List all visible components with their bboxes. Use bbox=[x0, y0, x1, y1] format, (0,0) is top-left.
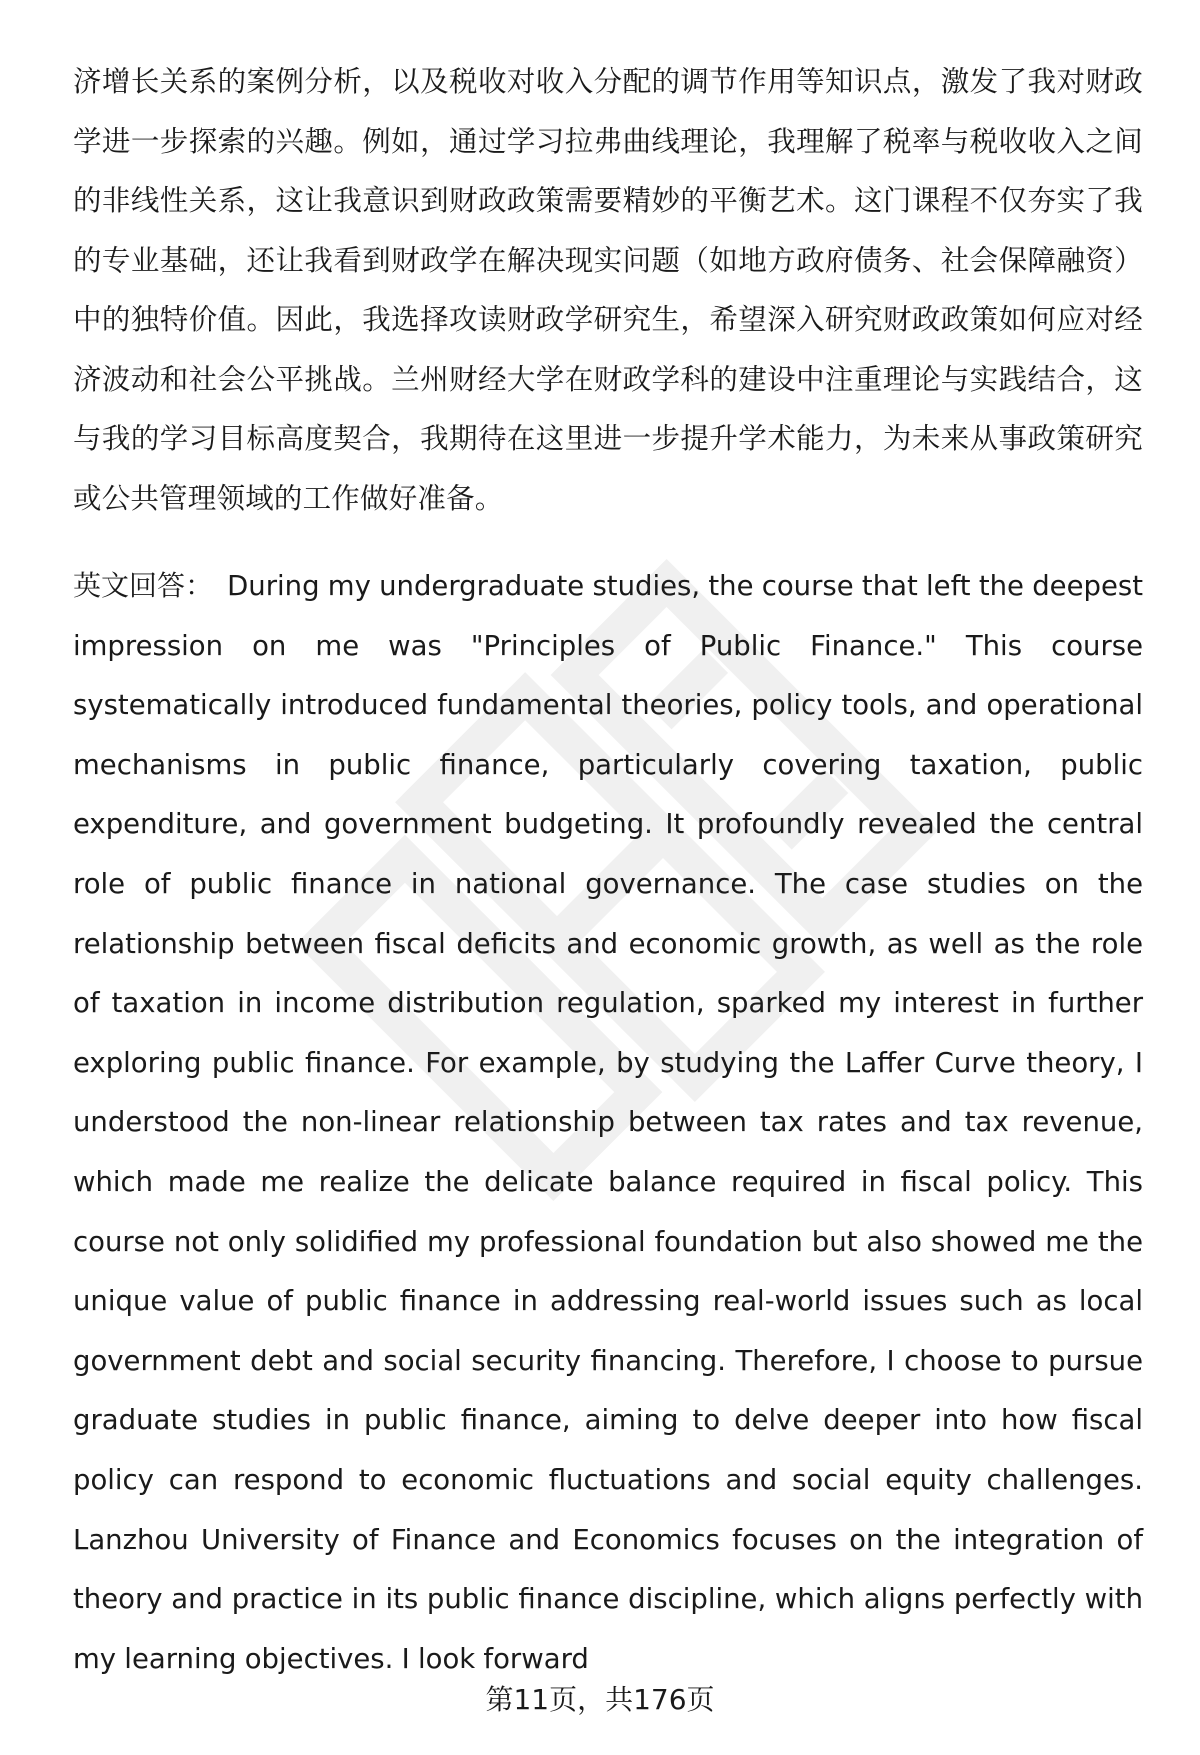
english-answer-label: 英文回答： bbox=[73, 569, 214, 602]
english-answer-paragraph bbox=[73, 556, 1143, 1689]
document-body bbox=[73, 52, 1143, 1689]
english-answer-text: During my undergraduate studies, the course that left the deepest impression on me was "Principles of Public Finance." This course systematically introduced fundamental theories, policy tools, and operational mechanisms in public finance, particularly covering taxation, public expenditure, and government budgeting. It profoundly revealed the central role of public finance in national governance. The case studies on the relationship between fiscal deficits and economic growth, as well as the role of taxation in income distribution regulation, sparked my interest in further exploring public finance. For example, by studying the Laffer Curve theory, I understood the non-linear relationship between tax rates and tax revenue, which made me realize the delicate balance required in fiscal policy. This course not only solidified my professional foundation but also showed me the unique value of public finance in addressing real-world issues such as local government debt and social security financing. Therefore, I choose to pursue graduate studies in public finance, aiming to delve deeper into how fiscal policy can respond to economic fluctuations and social equity challenges. Lanzhou University of Finance and Economics focuses on the integration of theory and practice in its public finance discipline, which aligns perfectly with my learning objectives. I look forward bbox=[73, 570, 1143, 1675]
chinese-answer-paragraph: 济增长关系的案例分析，以及税收对收入分配的调节作用等知识点，激发了我对财政学进一步探索的兴趣。例如，通过学习拉弗曲线理论，我理解了税率与税收收入之间的非线性关系，这让我意识到财政政策需要精妙的平衡艺术。这门课程不仅夯实了我的专业基础，还让我看到财政学在解决现实问题（如地方政府债务、社会保障融资）中的独特价值。因此，我选择攻读财政学研究生，希望深入研究财政政策如何应对经济波动和社会公平挑战。兰州财经大学在财政学科的建设中注重理论与实践结合，这与我的学习目标高度契合，我期待在这里进一步提升学术能力，为未来从事政策研究或公共管理领域的工作做好准备。 bbox=[73, 65, 1143, 515]
page-number-footer: 第11页，共176页 bbox=[485, 1683, 715, 1716]
